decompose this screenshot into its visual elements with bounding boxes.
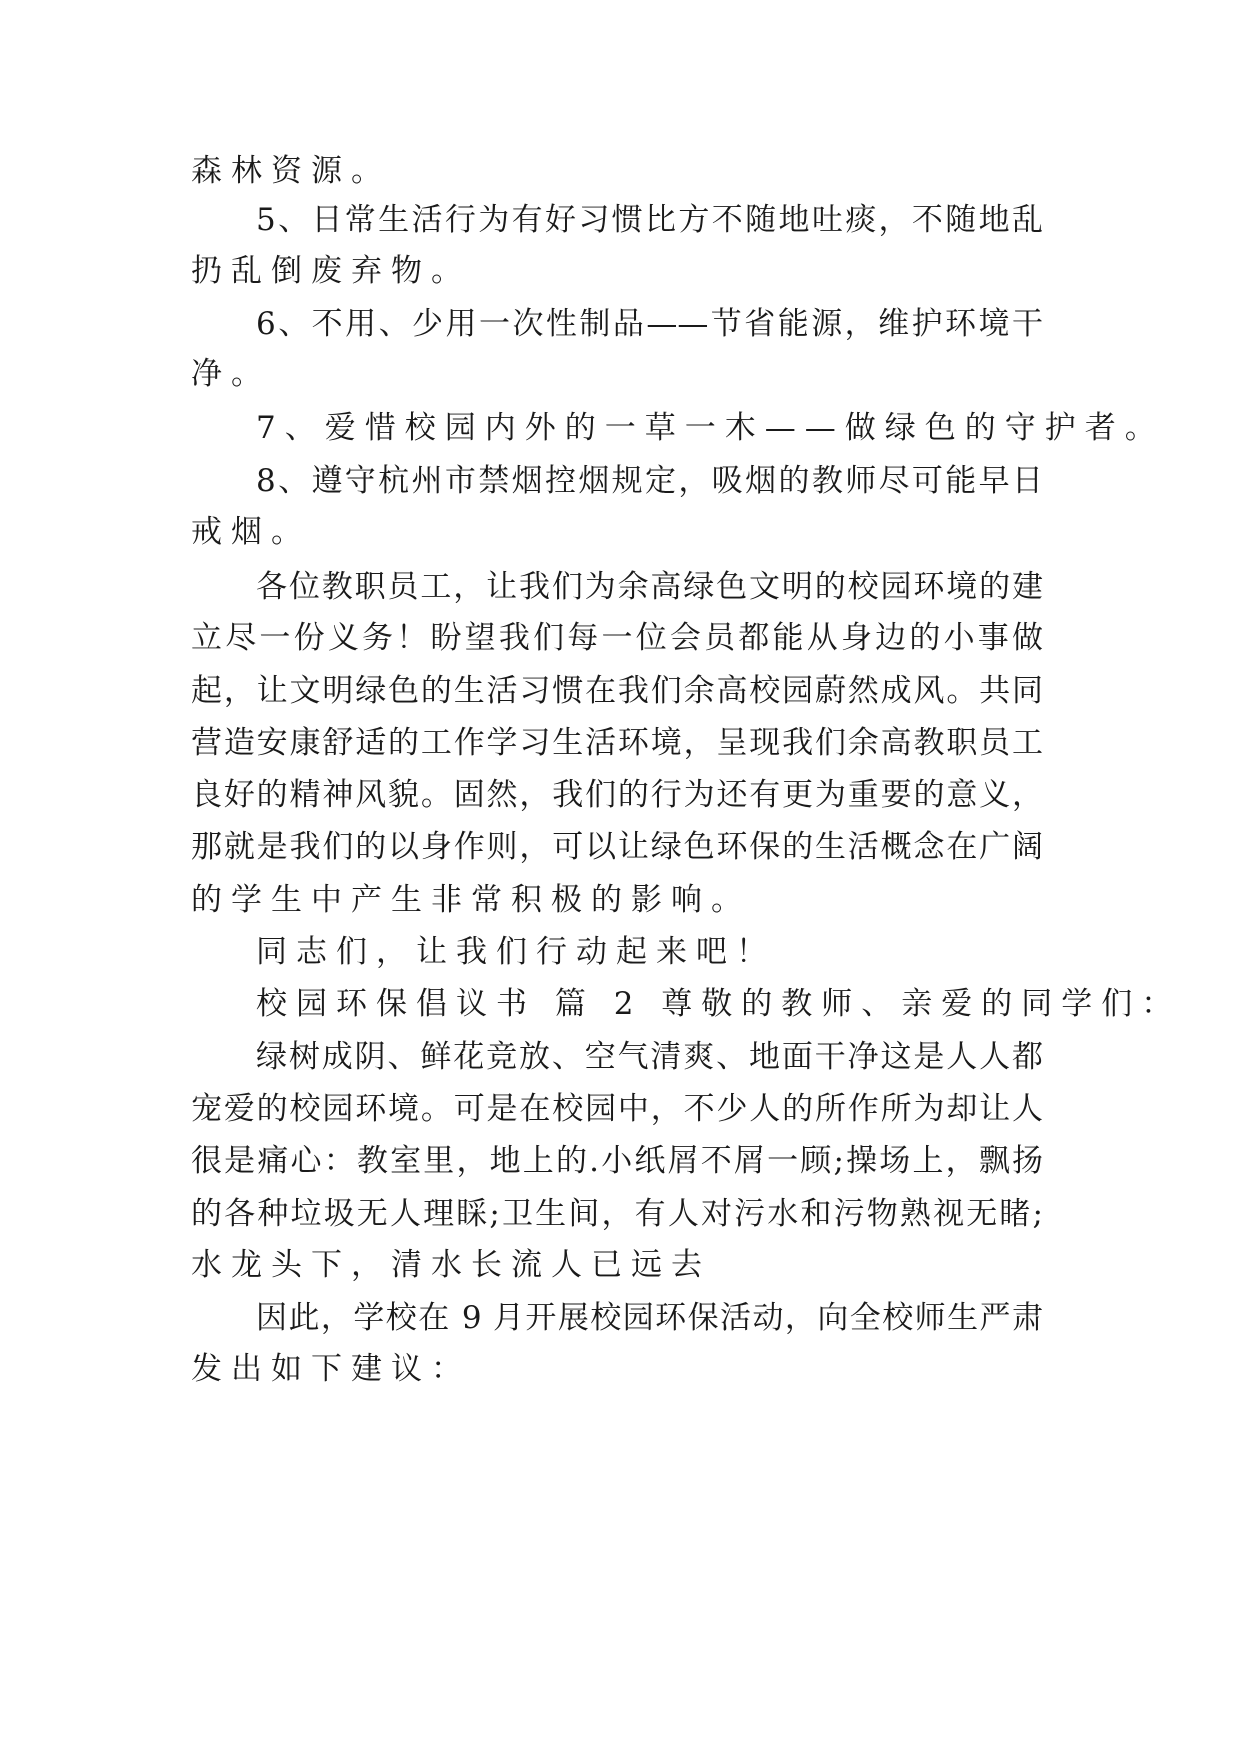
- text-line: 很是痛心：教室里，地上的.小纸屑不屑一顾;操场上，飘扬: [191, 1143, 1043, 1179]
- text-line: 净。: [191, 356, 271, 392]
- text-line: 的各种垃圾无人理睬;卫生间，有人对污水和污物熟视无睹;: [191, 1196, 1043, 1232]
- text-line: 6、不用、少用一次性制品——节省能源，维护环境干: [256, 306, 1043, 342]
- text-line: 发出如下建议：: [191, 1351, 471, 1387]
- text-line: 森林资源。: [191, 153, 391, 189]
- text-line: 绿树成阴、鲜花竞放、空气清爽、地面干净这是人人都: [256, 1039, 1043, 1075]
- text-line: 起，让文明绿色的生活习惯在我们余高校园蔚然成风。共同: [191, 673, 1043, 709]
- text-line: 同志们，让我们行动起来吧！: [256, 934, 776, 970]
- text-line: 那就是我们的以身作则，可以让绿色环保的生活概念在广阔: [191, 829, 1043, 865]
- text-line: 宠爱的校园环境。可是在校园中，不少人的所作所为却让人: [191, 1091, 1043, 1127]
- text-line: 扔乱倒废弃物。: [191, 253, 471, 289]
- text-line: 校园环保倡议书 篇 2 尊敬的教师、亲爱的同学们：: [256, 986, 1182, 1022]
- text-line: 的学生中产生非常积极的影响。: [191, 882, 751, 918]
- text-line: 立尽一份义务！盼望我们每一位会员都能从身边的小事做: [191, 620, 1043, 656]
- text-line: 因此，学校在 9 月开展校园环保活动，向全校师生严肃: [256, 1300, 1043, 1336]
- text-line: 5、日常生活行为有好习惯比方不随地吐痰，不随地乱: [256, 202, 1043, 238]
- text-line: 营造安康舒适的工作学习生活环境，呈现我们余高教职员工: [191, 725, 1043, 761]
- text-line: 7、爱惜校园内外的一草一木——做绿色的守护者。: [256, 410, 1165, 446]
- text-line: 8、遵守杭州市禁烟控烟规定，吸烟的教师尽可能早日: [256, 463, 1043, 499]
- text-line: 戒烟。: [191, 514, 311, 550]
- text-line: 各位教职员工，让我们为余高绿色文明的校园环境的建: [256, 569, 1043, 605]
- text-line: 良好的精神风貌。固然，我们的行为还有更为重要的意义，: [191, 777, 1043, 813]
- text-line: 水龙头下，清水长流人已远去: [191, 1247, 711, 1283]
